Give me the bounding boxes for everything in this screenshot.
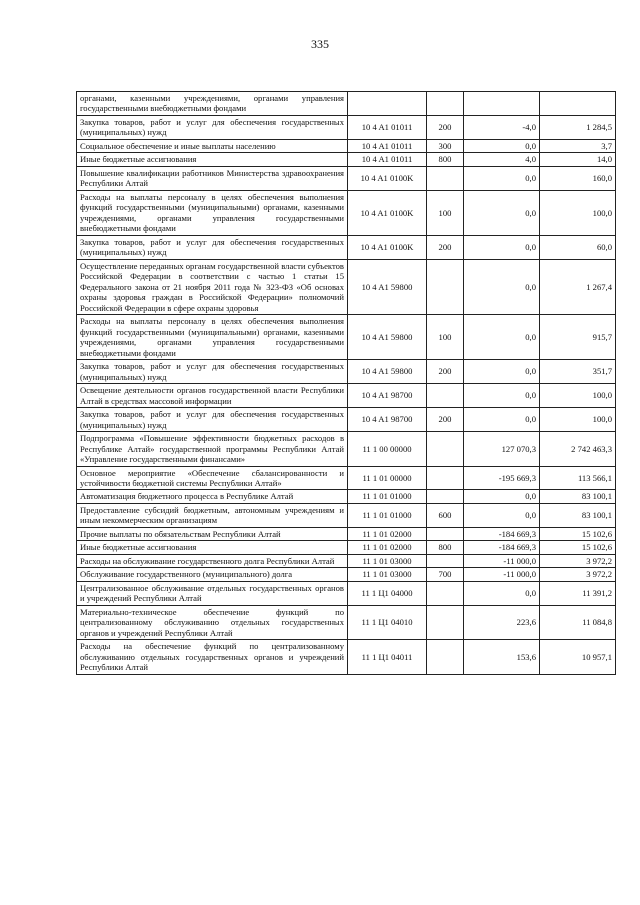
row-name-cell: Иные бюджетные ассигнования	[77, 153, 348, 166]
row-value2-cell: 3 972,2	[540, 568, 616, 581]
table-row	[77, 408, 616, 432]
row-value2-cell: 113 566,1	[540, 466, 616, 490]
row-value1-cell: 0,0	[464, 384, 540, 408]
row-name-cell: Основное мероприятие «Обеспечение сбалансированности и устойчивости бюджетной системы Республики Алтай»	[77, 466, 348, 490]
table-row	[77, 190, 616, 235]
row-code-cell: 10 4 A1 98700	[348, 408, 427, 432]
row-value1-cell: 4,0	[464, 153, 540, 166]
row-code-cell: 11 1 Ц1 04010	[348, 605, 427, 639]
row-value1-cell: 223,6	[464, 605, 540, 639]
row-code-cell: 10 4 A1 01011	[348, 115, 427, 139]
row-value2-cell: 1 267,4	[540, 259, 616, 314]
row-code-cell: 11 1 01 02000	[348, 527, 427, 540]
row-type-cell	[427, 466, 464, 490]
row-code-cell: 11 1 01 01000	[348, 490, 427, 503]
row-type-cell: 600	[427, 503, 464, 527]
row-value2-cell: 10 957,1	[540, 640, 616, 674]
row-type-cell	[427, 432, 464, 466]
table-row	[77, 527, 616, 540]
row-code-cell: 10 4 A1 0100K	[348, 190, 427, 235]
row-name-cell: Расходы на обеспечение функций по централизованному обслуживанию отдельных государственных органов и учреждений Республики Алтай	[77, 640, 348, 674]
row-code-cell: 11 1 01 01000	[348, 503, 427, 527]
table-row	[77, 259, 616, 314]
budget-table-body	[77, 92, 616, 675]
row-name-cell: Расходы на выплаты персоналу в целях обеспечения выполнения функций государственными (муниципальными) органами, казенными учреждениями, органами управления государственными внебюджетными фондами	[77, 190, 348, 235]
row-name-cell: Расходы на обслуживание государственного долга Республики Алтай	[77, 554, 348, 567]
row-value2-cell: 83 100,1	[540, 503, 616, 527]
row-code-cell: 11 1 00 00000	[348, 432, 427, 466]
row-type-cell	[427, 581, 464, 605]
row-type-cell	[427, 384, 464, 408]
table-row	[77, 503, 616, 527]
row-name-cell: Освещение деятельности органов государственной власти Республики Алтай в средствах массовой информации	[77, 384, 348, 408]
row-name-cell: Закупка товаров, работ и услуг для обеспечения государственных (муниципальных) нужд	[77, 408, 348, 432]
row-value2-cell: 11 391,2	[540, 581, 616, 605]
row-type-cell	[427, 640, 464, 674]
row-code-cell: 10 4 A1 59800	[348, 360, 427, 384]
row-type-cell: 700	[427, 568, 464, 581]
row-value1-cell: 0,0	[464, 259, 540, 314]
row-type-cell: 200	[427, 115, 464, 139]
row-value1-cell: -4,0	[464, 115, 540, 139]
row-name-cell: органами, казенными учреждениями, органами управления государственными внебюджетными фондами	[77, 92, 348, 116]
row-code-cell: 11 1 01 03000	[348, 554, 427, 567]
row-name-cell: Закупка товаров, работ и услуг для обеспечения государственных (муниципальных) нужд	[77, 115, 348, 139]
row-value1-cell: 0,0	[464, 190, 540, 235]
row-type-cell: 800	[427, 153, 464, 166]
row-type-cell: 200	[427, 235, 464, 259]
table-row	[77, 640, 616, 674]
row-name-cell: Социальное обеспечение и иные выплаты населению	[77, 139, 348, 152]
row-code-cell: 11 1 01 02000	[348, 541, 427, 554]
row-value1-cell: -184 669,3	[464, 527, 540, 540]
row-code-cell: 11 1 01 03000	[348, 568, 427, 581]
row-type-cell	[427, 166, 464, 190]
table-row	[77, 92, 616, 116]
row-value1-cell: 0,0	[464, 315, 540, 360]
table-row	[77, 115, 616, 139]
row-value2-cell	[540, 92, 616, 116]
row-value2-cell: 3,7	[540, 139, 616, 152]
row-value2-cell: 1 284,5	[540, 115, 616, 139]
row-value2-cell: 83 100,1	[540, 490, 616, 503]
row-value2-cell: 3 972,2	[540, 554, 616, 567]
row-value2-cell: 14,0	[540, 153, 616, 166]
row-type-cell: 200	[427, 360, 464, 384]
row-name-cell: Автоматизация бюджетного процесса в Республике Алтай	[77, 490, 348, 503]
row-name-cell: Материально-техническое обеспечение функций по централизованному обслуживанию отдельных государственных органов и учреждений Республики Алтай	[77, 605, 348, 639]
table-row	[77, 166, 616, 190]
row-type-cell	[427, 490, 464, 503]
row-type-cell: 200	[427, 408, 464, 432]
row-name-cell: Прочие выплаты по обязательствам Республики Алтай	[77, 527, 348, 540]
row-value2-cell: 100,0	[540, 384, 616, 408]
row-value2-cell: 11 084,8	[540, 605, 616, 639]
row-code-cell: 10 4 A1 01011	[348, 153, 427, 166]
row-type-cell	[427, 554, 464, 567]
row-value1-cell: 0,0	[464, 581, 540, 605]
row-value1-cell: 0,0	[464, 139, 540, 152]
page-number: 335	[311, 37, 329, 51]
table-row	[77, 541, 616, 554]
row-value2-cell: 2 742 463,3	[540, 432, 616, 466]
row-code-cell: 11 1 Ц1 04000	[348, 581, 427, 605]
row-value2-cell: 15 102,6	[540, 541, 616, 554]
table-row	[77, 554, 616, 567]
row-type-cell: 100	[427, 190, 464, 235]
table-row	[77, 605, 616, 639]
row-name-cell: Расходы на выплаты персоналу в целях обеспечения выполнения функций государственными (муниципальными) органами, казенными учреждениями, органами управления государственными внебюджетными фондами	[77, 315, 348, 360]
row-value2-cell: 100,0	[540, 408, 616, 432]
table-row	[77, 490, 616, 503]
row-type-cell	[427, 259, 464, 314]
row-value2-cell: 100,0	[540, 190, 616, 235]
row-value1-cell: 153,6	[464, 640, 540, 674]
row-code-cell: 10 4 A1 0100K	[348, 166, 427, 190]
table-row	[77, 581, 616, 605]
table-row	[77, 153, 616, 166]
row-type-cell: 100	[427, 315, 464, 360]
row-value1-cell	[464, 92, 540, 116]
row-type-cell	[427, 92, 464, 116]
row-value1-cell: 0,0	[464, 503, 540, 527]
row-value1-cell: -184 669,3	[464, 541, 540, 554]
row-value1-cell: -11 000,0	[464, 568, 540, 581]
row-value1-cell: 0,0	[464, 166, 540, 190]
row-name-cell: Закупка товаров, работ и услуг для обеспечения государственных (муниципальных) нужд	[77, 235, 348, 259]
row-value1-cell: -195 669,3	[464, 466, 540, 490]
row-value2-cell: 60,0	[540, 235, 616, 259]
row-value2-cell: 160,0	[540, 166, 616, 190]
row-value1-cell: 127 070,3	[464, 432, 540, 466]
row-value1-cell: 0,0	[464, 408, 540, 432]
row-code-cell: 10 4 A1 59800	[348, 259, 427, 314]
row-name-cell: Централизованное обслуживание отдельных государственных органов и учреждений Республики Алтай	[77, 581, 348, 605]
row-name-cell: Осуществление переданных органам государственной власти субъектов Российской Федерации в соответствии с частью 1 статьи 15 Федерального закона от 21 ноября 2011 года № 323-ФЗ «Об основах охраны здоровья граждан в Российской Федерации» полномочий Российской Федерации в сфере охраны здоровья	[77, 259, 348, 314]
table-row	[77, 315, 616, 360]
table-row	[77, 568, 616, 581]
row-code-cell: 10 4 A1 59800	[348, 315, 427, 360]
table-row	[77, 235, 616, 259]
table-row	[77, 432, 616, 466]
row-type-cell	[427, 605, 464, 639]
row-name-cell: Подпрограмма «Повышение эффективности бюджетных расходов в Республике Алтай» государственной программы Республики Алтай «Управление государственными финансами»	[77, 432, 348, 466]
row-type-cell	[427, 527, 464, 540]
row-value2-cell: 351,7	[540, 360, 616, 384]
table-row	[77, 466, 616, 490]
row-code-cell: 11 1 Ц1 04011	[348, 640, 427, 674]
row-code-cell: 10 4 A1 98700	[348, 384, 427, 408]
row-type-cell: 300	[427, 139, 464, 152]
row-name-cell: Закупка товаров, работ и услуг для обеспечения государственных (муниципальных) нужд	[77, 360, 348, 384]
table-row	[77, 360, 616, 384]
row-code-cell	[348, 92, 427, 116]
row-value2-cell: 915,7	[540, 315, 616, 360]
row-value2-cell: 15 102,6	[540, 527, 616, 540]
row-value1-cell: 0,0	[464, 360, 540, 384]
row-value1-cell: 0,0	[464, 235, 540, 259]
row-name-cell: Предоставление субсидий бюджетным, автономным учреждениям и иным некоммерческим организациям	[77, 503, 348, 527]
row-type-cell: 800	[427, 541, 464, 554]
row-code-cell: 10 4 A1 01011	[348, 139, 427, 152]
row-code-cell: 11 1 01 00000	[348, 466, 427, 490]
row-code-cell: 10 4 A1 0100K	[348, 235, 427, 259]
table-row	[77, 384, 616, 408]
row-value1-cell: -11 000,0	[464, 554, 540, 567]
row-name-cell: Иные бюджетные ассигнования	[77, 541, 348, 554]
row-name-cell: Обслуживание государственного (муниципального) долга	[77, 568, 348, 581]
row-name-cell: Повышение квалификации работников Министерства здравоохранения Республики Алтай	[77, 166, 348, 190]
budget-table	[76, 91, 616, 675]
row-value1-cell: 0,0	[464, 490, 540, 503]
table-row	[77, 139, 616, 152]
